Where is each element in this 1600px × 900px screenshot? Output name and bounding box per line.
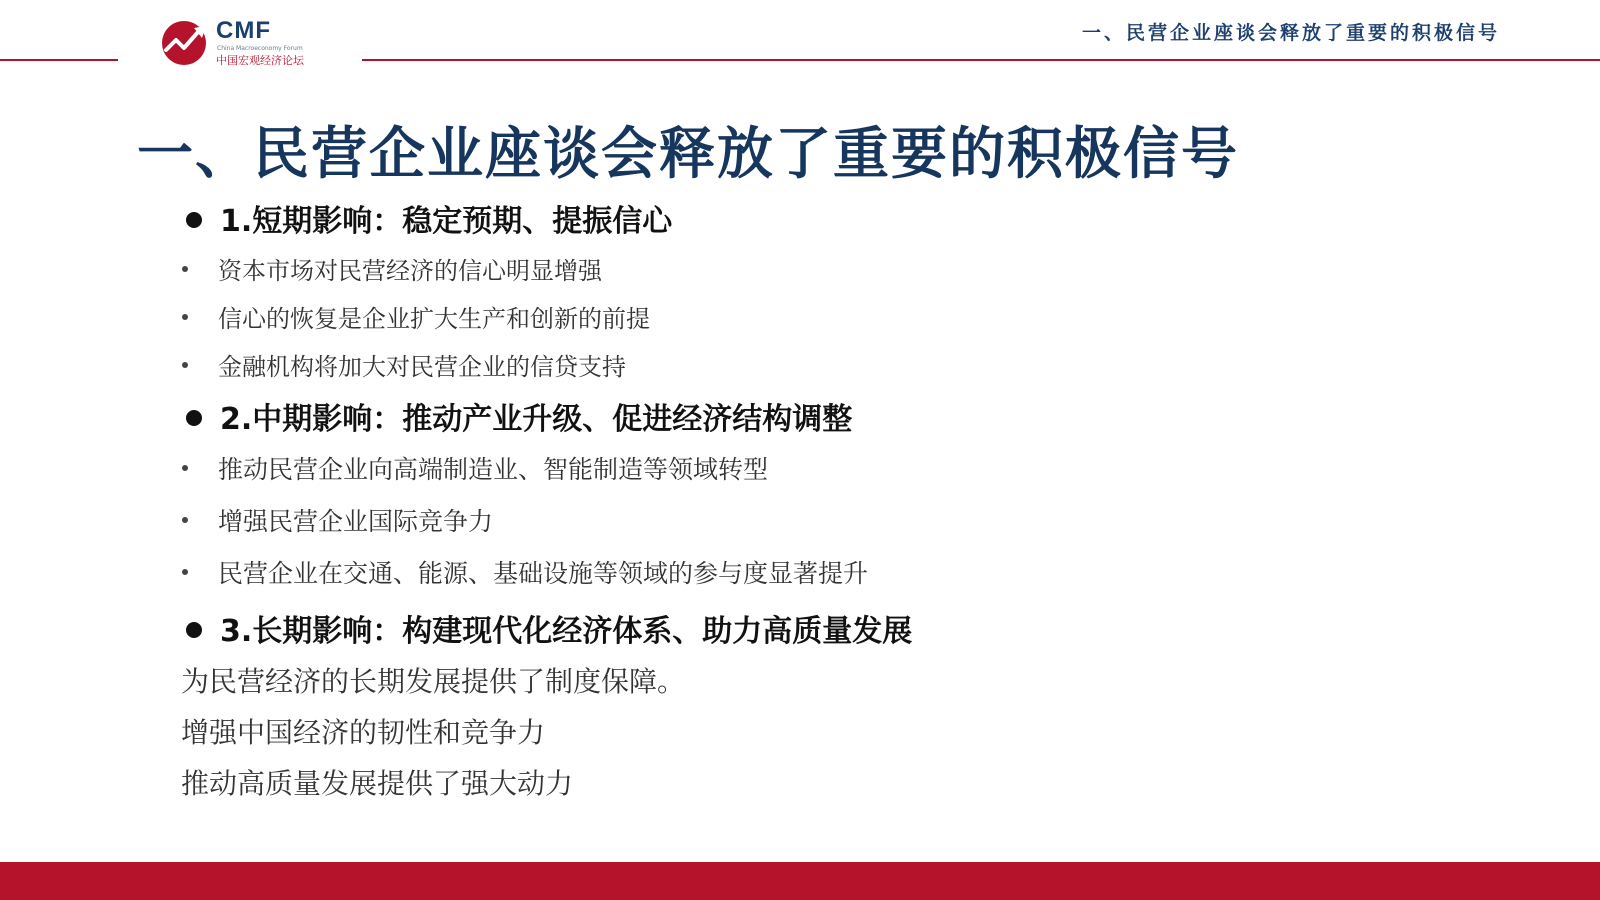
bullet-icon xyxy=(182,362,188,368)
list-item xyxy=(182,554,868,590)
header-rule-left xyxy=(0,59,118,61)
section-heading-mid-term xyxy=(186,394,852,438)
list-item-text: 推动民营企业向高端制造业、智能制造等领域转型 xyxy=(218,455,769,484)
list-item-text: 民营企业在交通、能源、基础设施等领域的参与度显著提升 xyxy=(218,559,869,588)
list-item-text: 增强民营企业国际竞争力 xyxy=(218,507,494,536)
section-heading-text: 1.短期影响：稳定预期、提振信心 xyxy=(220,204,673,239)
list-item xyxy=(182,347,626,382)
bullet-icon xyxy=(182,266,188,272)
list-item xyxy=(182,502,493,538)
list-item xyxy=(182,299,650,334)
paragraph: 推动高质量发展提供了强大动力 xyxy=(181,767,574,800)
section-heading-short-term xyxy=(186,196,672,240)
bullet-icon xyxy=(182,569,188,575)
logo-chinese-name: 中国宏观经济论坛 xyxy=(216,54,304,67)
cmf-logo-icon xyxy=(160,18,212,66)
list-item xyxy=(182,450,768,486)
logo-english-name: China Macroeconomy Forum xyxy=(217,45,303,52)
bullet-icon xyxy=(182,517,188,523)
section-heading-text: 2.中期影响：推动产业升级、促进经济结构调整 xyxy=(220,402,853,437)
list-item xyxy=(182,251,602,286)
footer-bar xyxy=(0,862,1600,900)
paragraph: 为民营经济的长期发展提供了制度保障。 xyxy=(181,665,686,698)
bullet-dot-icon xyxy=(186,410,202,426)
page-title: 一、民营企业座谈会释放了重要的积极信号 xyxy=(137,122,1239,187)
logo-text: CMF xyxy=(216,17,271,44)
bullet-dot-icon xyxy=(186,212,202,228)
bullet-icon xyxy=(182,465,188,471)
section-heading-long-term xyxy=(186,606,912,650)
section-heading-text: 3.长期影响：构建现代化经济体系、助力高质量发展 xyxy=(220,614,913,649)
bullet-dot-icon xyxy=(186,622,202,638)
header-rule-right xyxy=(362,59,1600,61)
list-item-text: 信心的恢复是企业扩大生产和创新的前提 xyxy=(218,305,650,333)
header-section-title: 一、民营企业座谈会释放了重要的积极信号 xyxy=(1081,22,1500,44)
cmf-logo xyxy=(160,16,360,68)
list-item-text: 金融机构将加大对民营企业的信贷支持 xyxy=(218,353,626,381)
paragraph: 增强中国经济的韧性和竞争力 xyxy=(181,716,546,749)
list-item-text: 资本市场对民营经济的信心明显增强 xyxy=(218,257,602,285)
bullet-icon xyxy=(182,314,188,320)
